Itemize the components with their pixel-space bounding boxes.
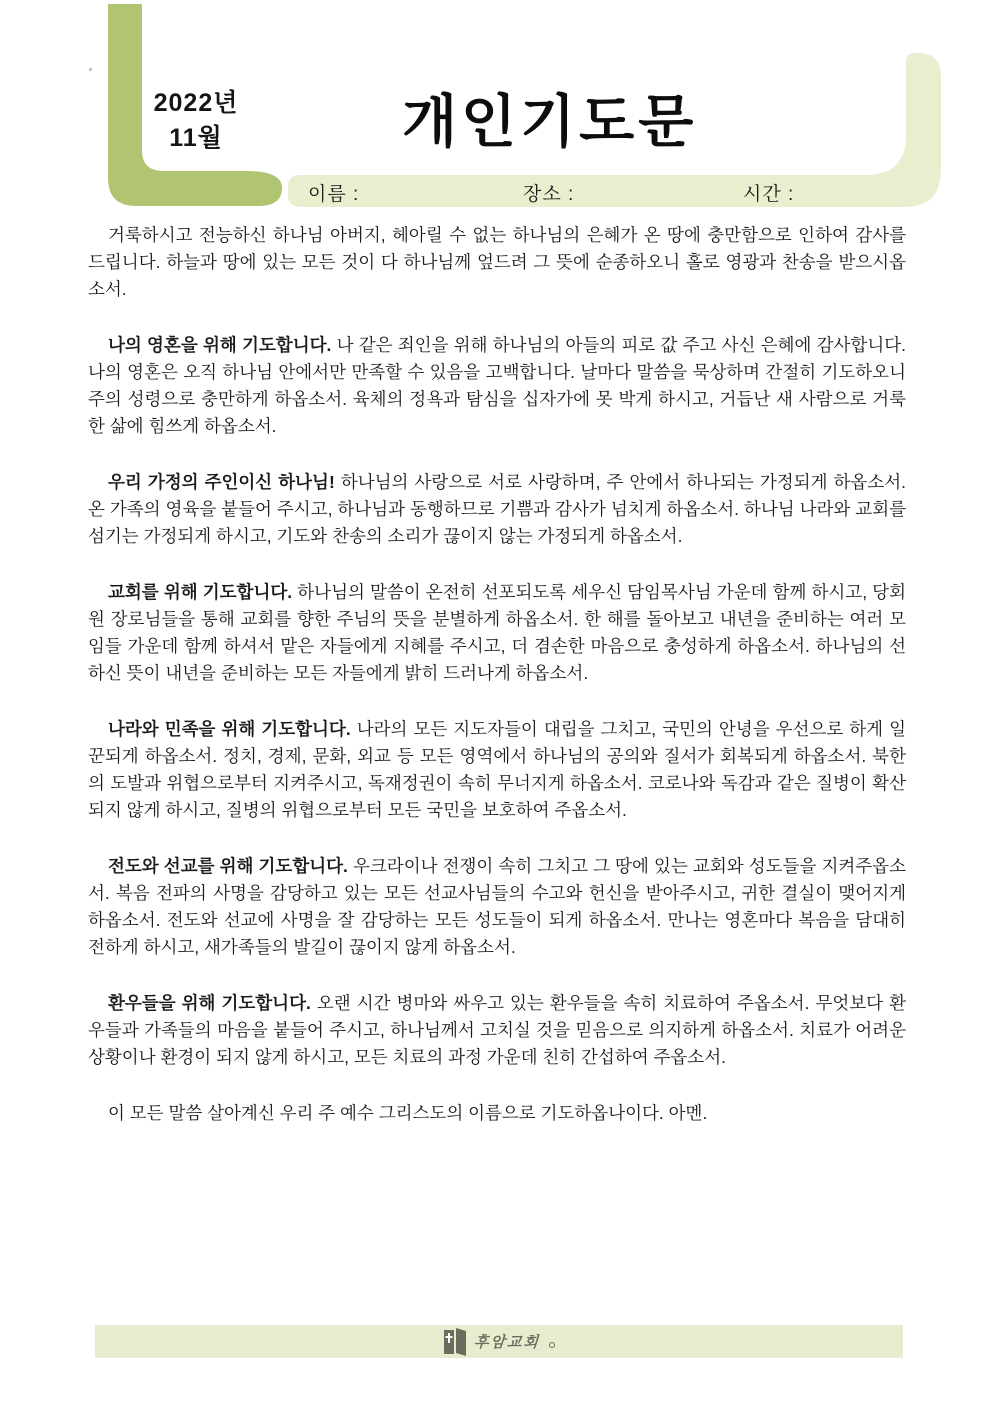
paragraph-text: 하나님의 사랑으로 서로 사랑하며, 주 안에서 하나되는 가정되게 하옵소서. 온 가족의 영육을 붙들어 주시고, 하나님과 동행하므로 기쁨과 감사가 넘치게 하옵소서. 하나님 나라와 교회를 섬기는 가정되게 하시고, 기도와 찬송의 소리가 끊이지 않는 가정되게 하옵소서. bbox=[88, 472, 906, 546]
name-field-label: 이름 : bbox=[308, 184, 360, 205]
prayer-paragraph-soul bbox=[88, 332, 906, 440]
door-cross-icon bbox=[443, 1328, 467, 1356]
prayer-paragraph-family bbox=[88, 469, 906, 550]
paragraph-lead: 교회를 위해 기도합니다. bbox=[108, 582, 293, 602]
paragraph-lead: 나라와 민족을 위해 기도합니다. bbox=[108, 719, 351, 739]
paragraph-text: 나 같은 죄인을 위해 하나님의 아들의 피로 값 주고 사신 은혜에 감사합니다. 나의 영혼은 오직 하나님 안에서만 만족할 수 있음을 고백합니다. 날마다 말씀을 묵상하며 간절히 기도하오니 주의 성령으로 충만하게 하옵소서. 육체의 정욕과 탐심을 십자가에 못 박게 하시고, 거듭난 새 사람으로 거룩한 삶에 힘쓰게 하옵소서. bbox=[88, 335, 906, 436]
paragraph-lead: 환우들을 위해 기도합니다. bbox=[108, 993, 311, 1013]
paragraph-text: 오랜 시간 병마와 싸우고 있는 환우들을 속히 치료하여 주옵소서. 무엇보다 환우들과 가족들의 마음을 붙들어 주시고, 하나님께서 고치실 것을 믿음으로 의지하게 하옵소서. 치료가 어려운 상황이나 환경이 되지 않게 하시고, 모든 치료의 과정 가운데 친히 간섭하여 주옵소서. bbox=[88, 993, 906, 1067]
prayer-paragraph-sick bbox=[88, 990, 906, 1071]
paragraph-lead: 전도와 선교를 위해 기도합니다. bbox=[108, 856, 348, 876]
prayer-body bbox=[88, 222, 906, 1127]
paragraph-text: 이 모든 말씀 살아계신 우리 주 예수 그리스도의 이름으로 기도하옵나이다. 아멘. bbox=[108, 1103, 708, 1123]
place-field-label: 장소 : bbox=[523, 184, 575, 205]
paragraph-lead: 우리 가정의 주인이신 하나님! bbox=[108, 472, 335, 492]
paragraph-text: 거룩하시고 전능하신 하나님 아버지, 헤아릴 수 없는 하나님의 은혜가 온 땅에 충만함으로 인하여 감사를 드립니다. 하늘과 땅에 있는 모든 것이 다 하나님께 엎드려 그 뜻에 순종하오니 홀로 영광과 찬송을 받으시옵소서. bbox=[88, 225, 906, 299]
time-field-label: 시간 : bbox=[743, 184, 795, 205]
prayer-paragraph-mission bbox=[88, 853, 906, 961]
page-title: 개인기도문 bbox=[402, 90, 698, 154]
prayer-paragraph-church bbox=[88, 579, 906, 687]
paragraph-text: 하나님의 말씀이 온전히 선포되도록 세우신 담임목사님 가운데 함께 하시고, 당회원 장로님들을 통해 교회를 향한 주님의 뜻을 분별하게 하옵소서. 한 해를 돌아보고 내년을 준비하는 여러 모임들 가운데 함께 하셔서 맡은 자들에게 지혜를 주시고, 더 겸손한 마음으로 충성하게 하옵소서. 하나님의 선하신 뜻이 내년을 준비하는 모든 자들에게 밝히 드러나게 하옵소서. bbox=[88, 582, 906, 683]
year-text: 2022년 bbox=[153, 89, 239, 117]
logo-ring-mark bbox=[549, 1342, 555, 1348]
footer-bar bbox=[95, 1325, 903, 1358]
scan-artifact-dot bbox=[89, 68, 92, 71]
paragraph-text: 우크라이나 전쟁이 속히 그치고 그 땅에 있는 교회와 성도들을 지켜주옵소서. 복음 전파의 사명을 감당하고 있는 모든 선교사님들의 수고와 헌신을 받아주시고, 귀한 결실이 맺어지게 하옵소서. 전도와 선교에 사명을 잘 감당하는 모든 성도들이 되게 하옵소서. 만나는 영혼마다 복음을 담대히 전하게 하시고, 새가족들의 발길이 끊이지 않게 하옵소서. bbox=[88, 856, 906, 957]
logo-text: 후암교회 bbox=[473, 1334, 541, 1351]
closing-line bbox=[88, 1100, 906, 1127]
opening-paragraph bbox=[88, 222, 906, 303]
month-text: 11월 bbox=[169, 124, 223, 152]
date-box bbox=[146, 86, 246, 156]
prayer-paragraph-nation bbox=[88, 716, 906, 824]
church-logo bbox=[443, 1328, 555, 1356]
paragraph-text: 나라의 모든 지도자들이 대립을 그치고, 국민의 안녕을 우선으로 하게 일꾼되게 하옵소서. 정치, 경제, 문화, 외교 등 모든 영역에서 하나님의 공의와 질서가 회복되게 하옵소서. 북한의 도발과 위협으로부터 지켜주시고, 독재정권이 속히 무너지게 하옵소서. 코로나와 독감과 같은 질병이 확산되지 않게 하시고, 질병의 위협으로부터 모든 국민을 보호하여 주옵소서. bbox=[88, 719, 906, 820]
paragraph-lead: 나의 영혼을 위해 기도합니다. bbox=[108, 335, 332, 355]
